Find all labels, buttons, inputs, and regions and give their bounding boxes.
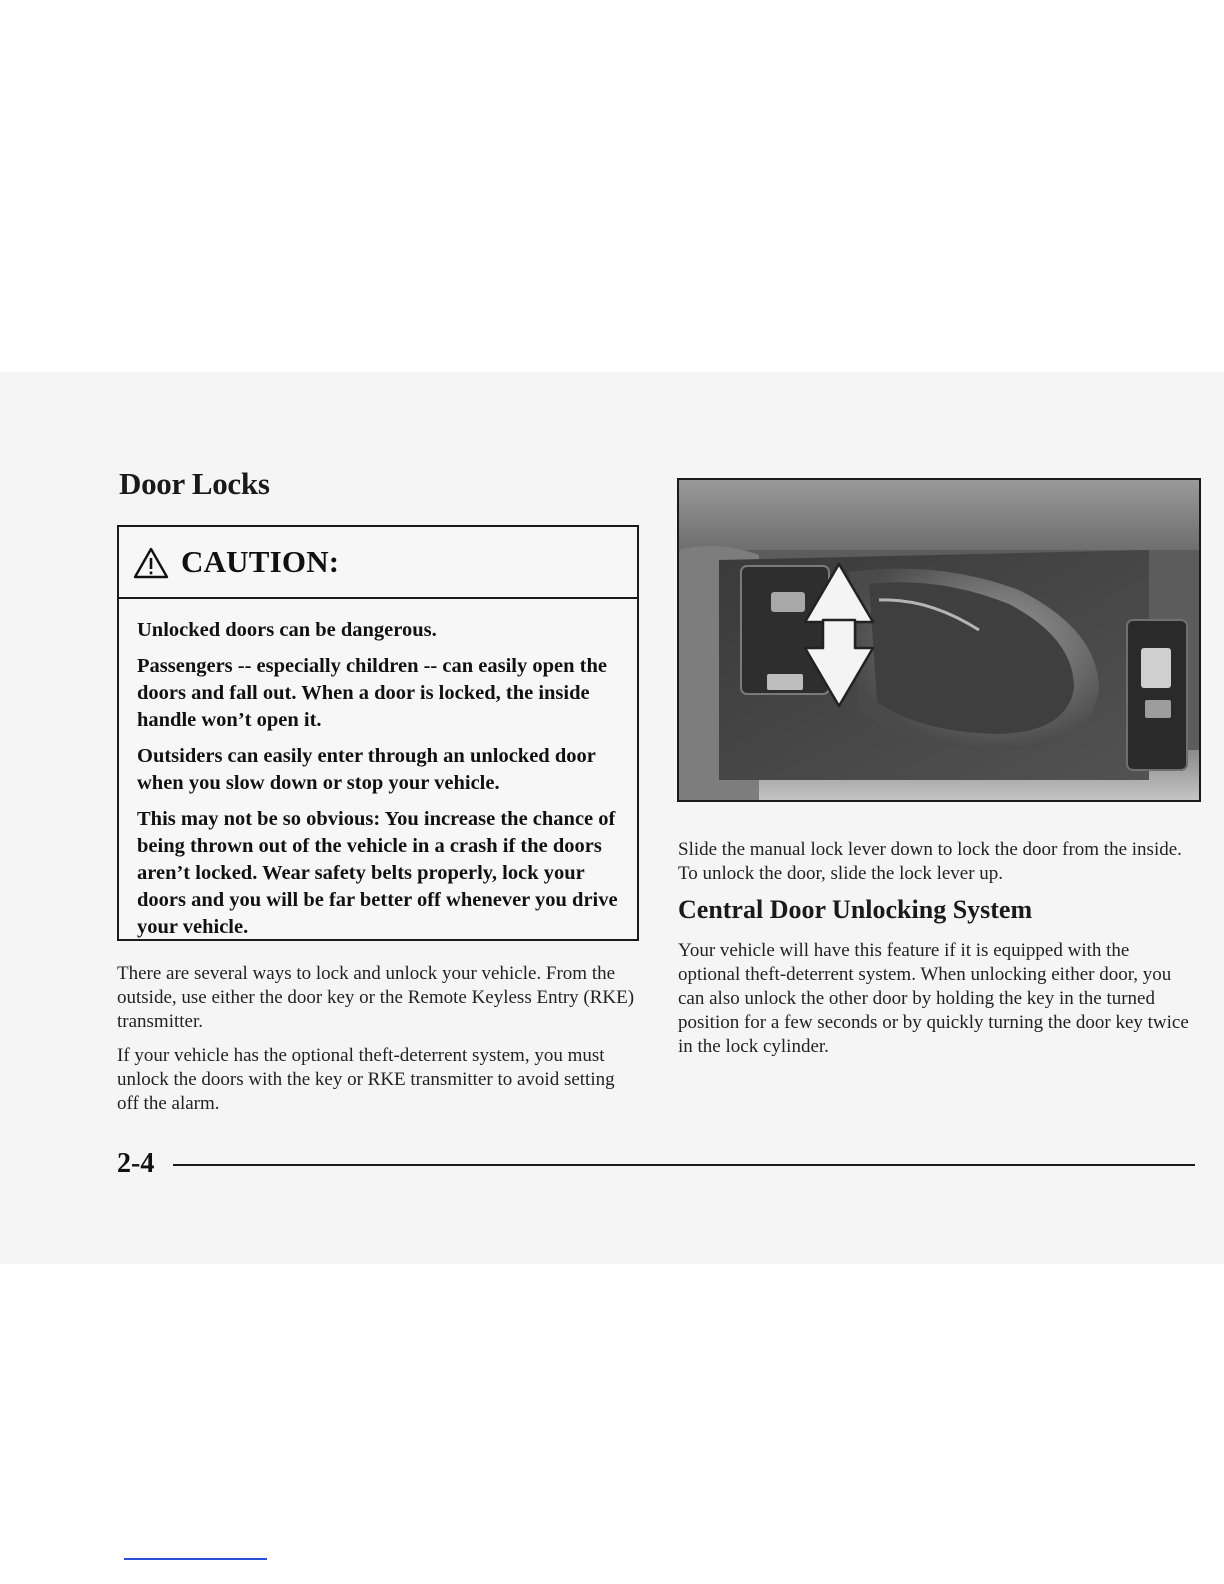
section-title: Door Locks	[119, 466, 270, 501]
link-underline	[124, 1558, 267, 1560]
sub-heading: Central Door Unlocking System	[678, 895, 1033, 924]
caution-header	[119, 527, 637, 599]
caution-paragraph: Outsiders can easily enter through an unlocked door when you slow down or stop your vehicle.	[137, 745, 596, 794]
body-paragraph: Your vehicle will have this feature if it is equipped with the optional theft-deterrent system. When unlocking either door, you can also unlock the other door by holding the key in the turned position for a few seconds or by quickly turning the door key twice in the lock cylinder.	[678, 940, 1189, 1057]
photo-caption: Slide the manual lock lever down to lock the door from the inside. To unlock the door, slide the lock lever up.	[678, 839, 1182, 884]
body-paragraph: If your vehicle has the optional theft-deterrent system, you must unlock the doors with the key or RKE transmitter to avoid setting off the alarm.	[117, 1045, 615, 1114]
body-paragraph: There are several ways to lock and unlock your vehicle. From the outside, use either the door key or the Remote Keyless Entry (RKE) transmitter.	[117, 963, 635, 1032]
door-lock-lever-photo	[677, 478, 1201, 802]
caution-box	[117, 525, 639, 941]
caution-title: CAUTION:	[181, 544, 340, 579]
caution-paragraph: Passengers -- especially children -- can easily open the doors and fall out. When a door is locked, the inside handle won’t open it.	[137, 655, 607, 731]
caution-body	[119, 599, 637, 941]
door-lock-photo-illustration	[679, 480, 1199, 800]
caution-paragraph: Unlocked doors can be dangerous.	[137, 619, 437, 641]
page-number: 2-4	[117, 1148, 155, 1179]
footer-rule	[173, 1164, 1195, 1166]
warning-triangle-icon	[133, 547, 169, 579]
caution-paragraph: This may not be so obvious: You increase the chance of being thrown out of the vehicle in a crash if the doors aren’t locked. Wear safety belts properly, lock your doors and you will be far better off whenever you drive your vehicle.	[137, 808, 618, 938]
